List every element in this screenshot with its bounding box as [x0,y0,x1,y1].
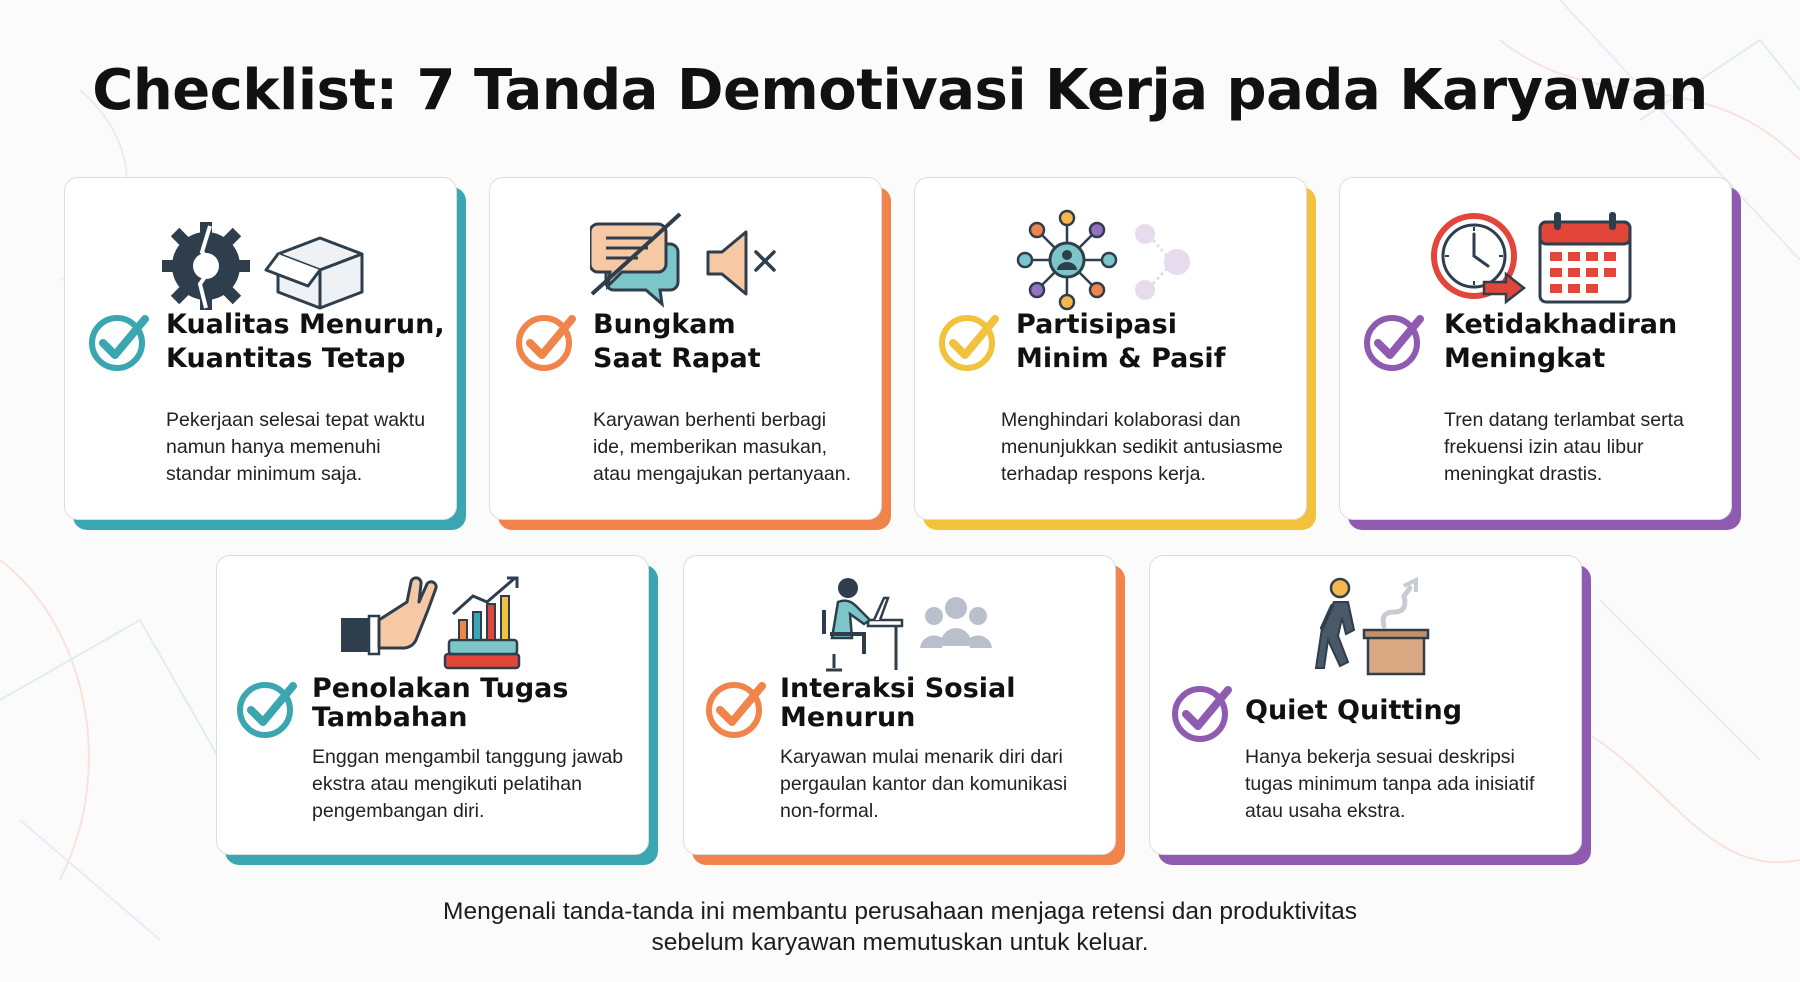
box-icon [266,238,362,308]
card-kualitas-menurun [64,177,457,520]
card-interaksi-sosial [683,555,1116,855]
faded-dots-icon [1135,224,1190,300]
card-quiet-quitting [1149,555,1582,855]
group-icon [920,597,992,648]
card-icons [160,214,370,319]
card-icons [1015,208,1215,323]
card-ketidakhadiran-meningkat [1339,177,1732,520]
muted-speaker-icon [708,232,774,294]
check-icon [87,309,151,373]
broken-gear-icon [162,222,250,310]
card-penolakan-tugas [216,555,649,855]
check-icon [1362,309,1426,373]
card-title: Quiet Quitting [1245,695,1463,726]
card-icons [339,574,529,679]
desk-box-icon [1364,580,1428,674]
card-title: Interaksi Sosial Menurun [780,673,1016,733]
card-description: Hanya bekerja sesuai deskripsi tugas minimum tanpa ada inisiatif atau usaha ekstra. [1245,746,1535,822]
card-title: Bungkam Saat Rapat [593,309,761,374]
isolated-worker-icon [824,578,902,670]
stop-hand-icon [341,578,436,654]
card-icons [1310,574,1440,689]
card-description: Karyawan mulai menarik diri dari pergaulan kantor dan komunikasi non-formal. [780,746,1068,822]
card-partisipasi-minim [914,177,1307,520]
check-icon [514,309,578,373]
walking-person-icon [1316,579,1354,668]
check-icon [1170,680,1234,744]
card-title: Kualitas Menurun, Kuantitas Tetap [166,309,445,374]
card-description: Enggan mengambil tanggung jawab ekstra atau mengikuti pelatihan pengembangan diri. [312,746,624,822]
check-icon [235,676,299,740]
page-title: Checklist: 7 Tanda Demotivasi Kerja pada Karyawan [92,58,1708,123]
card-title: Partisipasi Minim & Pasif [1016,309,1226,374]
books-chart-icon [445,578,519,668]
calendar-icon [1540,212,1630,302]
card-description: Pekerjaan selesai tepat waktu namun hanya memenuhi standar minimum saja. [166,409,426,485]
card-icons [590,208,790,313]
check-icon [937,309,1001,373]
card-description: Tren datang terlambat serta frekuensi izin atau libur meningkat drastis. [1444,409,1684,485]
check-icon [704,676,768,740]
card-icons [814,574,1004,679]
card-description: Karyawan berhenti berbagi ide, memberikan masukan, atau mengajukan pertanyaan. [593,409,852,485]
card-bungkam-saat-rapat [489,177,882,520]
card-icons [1428,208,1638,313]
clock-arrow-icon [1434,216,1524,302]
crossed-chat-icon [590,214,680,304]
card-description: Menghindari kolaborasi dan menunjukkan sedikit antusiasme terhadap respons kerja. [1001,409,1283,485]
network-icon [1018,211,1116,309]
card-title: Penolakan Tugas Tambahan [312,673,569,733]
card-title: Ketidakhadiran Meningkat [1444,309,1678,374]
footer-note: Mengenali tanda-tanda ini membantu perusahaan menjaga retensi dan produktivitas sebelum karyawan memutuskan untuk keluar. [443,898,1357,956]
